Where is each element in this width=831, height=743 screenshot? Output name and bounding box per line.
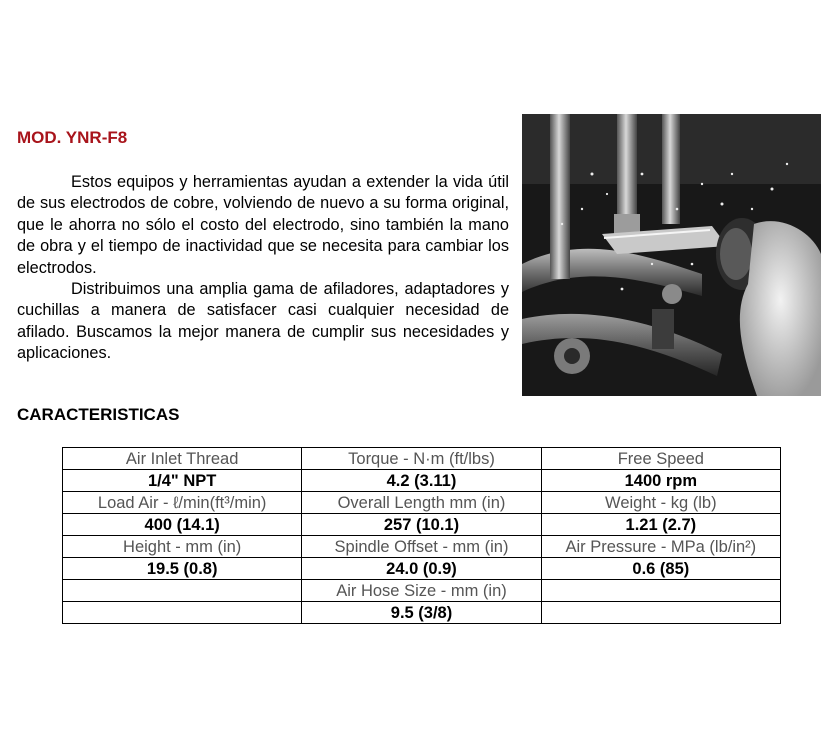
spec-label: Air Pressure - MPa (lb/in²) xyxy=(541,536,780,558)
spec-label: Air Hose Size - mm (in) xyxy=(302,580,541,602)
spec-label: Load Air - ℓ/min(ft³/min) xyxy=(63,492,302,514)
specs-table xyxy=(62,447,781,624)
spec-value: 19.5 (0.8) xyxy=(63,558,302,580)
spec-value: 9.5 (3/8) xyxy=(302,602,541,624)
spec-value: 4.2 (3.11) xyxy=(302,470,541,492)
description-paragraph: Distribuimos una amplia gama de afiladores, adaptadores y cuchillas a manera de satisfacer casi cualquier necesidad de afilado. Buscamos la mejor manera de cumplir sus necesidades y aplicaciones. xyxy=(17,280,509,363)
spec-value xyxy=(541,602,780,624)
table-row xyxy=(63,514,781,536)
table-row xyxy=(63,492,781,514)
spec-label: Torque - N·m (ft/lbs) xyxy=(302,448,541,470)
spec-label xyxy=(63,580,302,602)
spec-label: Spindle Offset - mm (in) xyxy=(302,536,541,558)
product-photo xyxy=(522,114,821,396)
table-row xyxy=(63,580,781,602)
product-description xyxy=(17,172,509,365)
table-row xyxy=(63,470,781,492)
spec-value: 24.0 (0.9) xyxy=(302,558,541,580)
table-row xyxy=(63,558,781,580)
spec-label: Overall Length mm (in) xyxy=(302,492,541,514)
spec-label: Free Speed xyxy=(541,448,780,470)
spec-label: Weight - kg (lb) xyxy=(541,492,780,514)
table-row xyxy=(63,448,781,470)
table-row xyxy=(63,602,781,624)
spec-value: 0.6 (85) xyxy=(541,558,780,580)
spec-label: Height - mm (in) xyxy=(63,536,302,558)
spec-value: 1.21 (2.7) xyxy=(541,514,780,536)
spec-value: 257 (10.1) xyxy=(302,514,541,536)
table-row xyxy=(63,536,781,558)
section-title: CARACTERISTICAS xyxy=(17,405,180,424)
spec-value: 1400 rpm xyxy=(541,470,780,492)
spec-value xyxy=(63,602,302,624)
spec-value: 1/4" NPT xyxy=(63,470,302,492)
model-title: MOD. YNR-F8 xyxy=(17,128,128,147)
spec-label xyxy=(541,580,780,602)
description-paragraph: Estos equipos y herramientas ayudan a extender la vida útil de sus electrodos de cobre, volviendo de nuevo a su forma original, que le ahorra no sólo el costo del electrodo, sino también la mano de obra y el tiempo de inactividad que se necesita para cambiar los electrodos. xyxy=(17,173,509,277)
spec-value: 400 (14.1) xyxy=(63,514,302,536)
spec-label: Air Inlet Thread xyxy=(63,448,302,470)
